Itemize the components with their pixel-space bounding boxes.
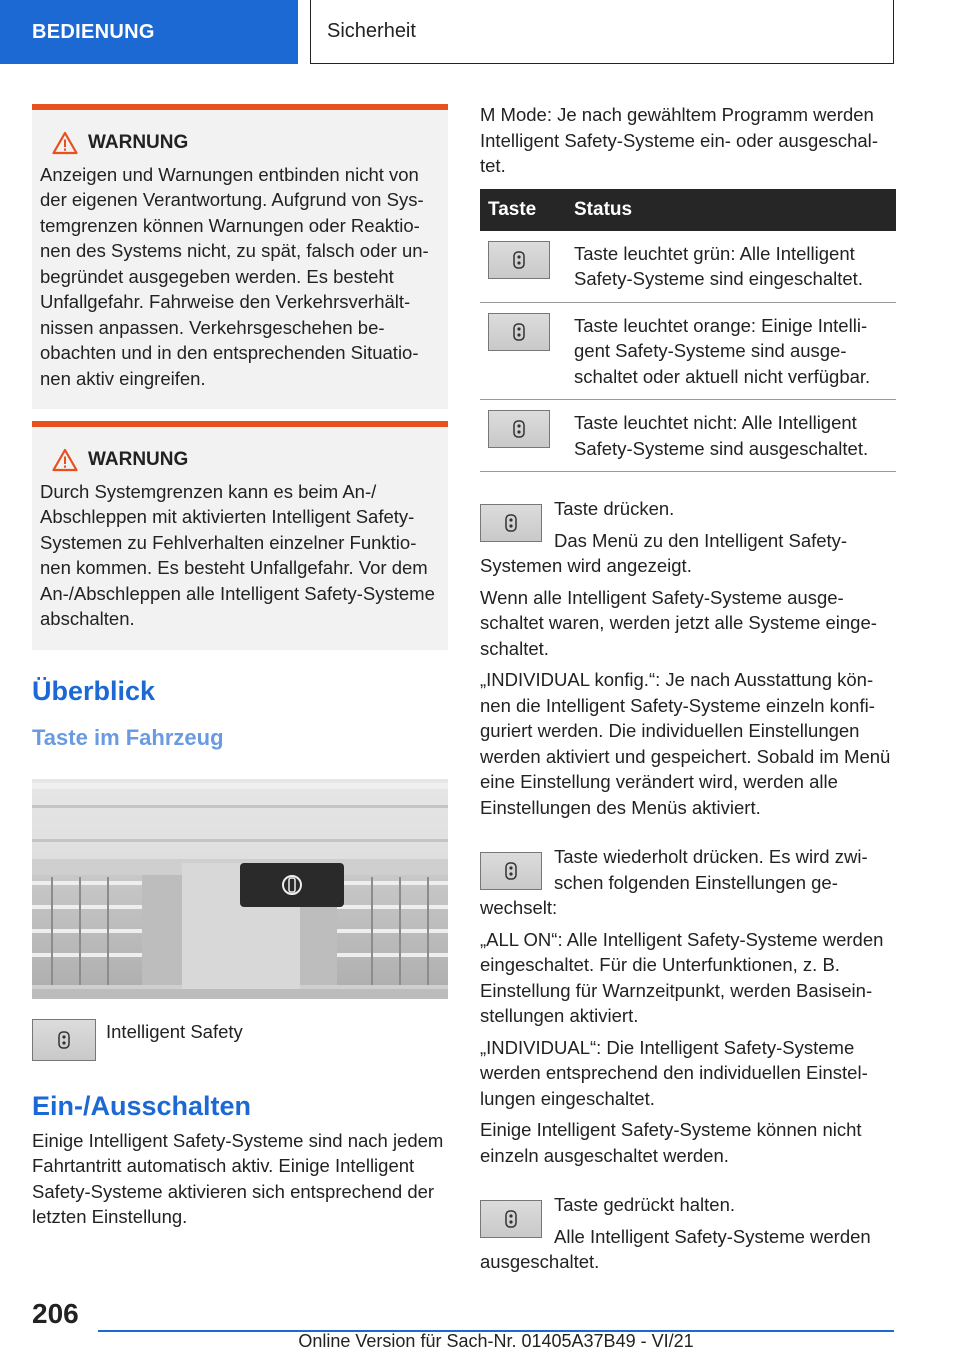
onoff-text: Einige Intelligent Safety-Systeme sind nach jedem Fahrtantritt automatisch aktiv. Einige Intelligent Safety-Systeme aktivieren sich entsprechend der letzten Einstellung.: [32, 1129, 444, 1227]
status-text: Taste leuchtet grün: Alle Intelligent Safety-Systeme sind eingeschaltet.: [566, 231, 896, 303]
paragraph: Wenn alle Intelligent Safety-Systeme ausgeschaltet waren, werden jetzt alle Systeme eingeschaltet.: [480, 586, 877, 659]
footer-version: Online Version für Sach-Nr. 01405A37B49 - VI/21: [298, 1331, 694, 1351]
warning-triangle-icon: [52, 131, 78, 155]
warning-text: Durch Systemgrenzen kann es beim An-/ Abschleppen mit aktivierten Intelligent Safety-Systemen zu Fehlverhalten einzelner Funktionen kommen. Es besteht Unfallgefahr. Vor dem An-/Abschleppen alle Intelligent Safety-Systeme abschalten.: [40, 480, 435, 629]
intelligent-safety-label: Intelligent Safety: [106, 1020, 243, 1042]
paragraph: Einige Intelligent Safety-Systeme können nicht einzeln ausgeschaltet werden.: [480, 1119, 862, 1166]
button-status-table: [480, 189, 896, 473]
intelligent-safety-button-icon: [488, 241, 550, 279]
hold-instruction: [480, 1192, 896, 1275]
m-mode-intro: M Mode: Je nach gewähltem Programm werden Intelligent Safety-Systeme ein- oder ausgeschaltet.: [480, 104, 878, 176]
onoff-heading: Ein-/Ausschalten: [32, 1090, 252, 1121]
intelligent-safety-button-icon: [32, 1019, 96, 1061]
hold-result: Alle Intelligent Safety-Systeme werden ausgeschaltet.: [480, 1225, 871, 1272]
intelligent-safety-button-icon: [488, 313, 550, 351]
table-row: [480, 400, 896, 472]
paragraph: „INDIVIDUAL konfig.“: Je nach Ausstattung können die Intelligent Safety-Systeme einzeln konfiguriert werden. Die individuellen Einstellungen werden aktiviert und gespeichert. Sobald im Menü eine Einstellung verändert wird, werden alle Einstellungen des Menüs aktiviert.: [480, 669, 891, 818]
paragraph: „ALL ON“: Alle Intelligent Safety-Systeme werden eingeschaltet. Für die Unterfunktionen, z. B. Einstellung für Warnzeitpunkt, werden Basiseinstellungen aktiviert.: [480, 928, 884, 1026]
section-tab: BEDIENUNG: [0, 0, 298, 64]
warning-box: [32, 104, 448, 409]
intelligent-safety-button-legend: [32, 1019, 448, 1061]
table-row: [480, 231, 896, 303]
status-text: Taste leuchtet orange: Einige Intelligent Safety-Systeme sind ausgeschaltet oder aktuell nicht verfügbar.: [566, 302, 896, 400]
left-column: [32, 104, 448, 1230]
repeat-step: Taste wiederholt drücken. Es wird zwischen folgenden Einstellungen gewechselt:: [480, 846, 868, 918]
hold-step: Taste gedrückt halten.: [554, 1194, 735, 1215]
warning-title: [40, 130, 440, 156]
chapter-title: Sicherheit: [310, 0, 894, 64]
warning-text: Anzeigen und Warnungen entbinden nicht von der eigenen Verantwortung. Aufgrund von Systemgrenzen können Warnungen oder Reaktionen des Systems nicht, zu spät, falsch oder unbegründet ausgegeben werden. Es besteht Unfallgefahr. Fahrweise den Verkehrsverhältnissen anpassen. Verkehrsgeschehen beobachten und in den entsprechenden Situationen aktiv eingreifen.: [40, 163, 429, 389]
warning-triangle-icon: [52, 448, 78, 472]
warning-title-text: WARNUNG: [88, 449, 189, 470]
repeat-instruction: [480, 844, 896, 921]
warning-box: [32, 421, 448, 650]
dashboard-vents-illustration: [32, 779, 448, 999]
table-row: [480, 302, 896, 400]
page-number: 206: [32, 1298, 79, 1329]
paragraph: „INDIVIDUAL“: Die Intelligent Safety-Systeme werden entsprechend den individuellen Einstellungen eingeschaltet.: [480, 1036, 868, 1109]
warning-title-text: WARNUNG: [88, 132, 189, 153]
intelligent-safety-button-icon: [480, 1200, 542, 1238]
press-instruction: [480, 496, 896, 579]
press-step: Taste drücken.: [554, 498, 675, 519]
intelligent-safety-button-icon: [480, 852, 542, 890]
warning-title: [40, 447, 440, 473]
status-text: Taste leuchtet nicht: Alle Intelligent Safety-Systeme sind ausgeschaltet.: [566, 400, 896, 472]
table-header-status: Status: [566, 189, 896, 231]
press-result: Das Menü zu den Intelligent Safety-Systemen wird angezeigt.: [480, 529, 848, 576]
intelligent-safety-button-icon: [488, 410, 550, 448]
button-subheading: Taste im Fahrzeug: [32, 724, 224, 750]
right-column: [480, 104, 896, 1275]
vehicle-button-photo: [32, 779, 448, 999]
overview-heading: Überblick: [32, 675, 156, 706]
intelligent-safety-button-icon: [480, 504, 542, 542]
table-header-button: Taste: [480, 189, 566, 231]
